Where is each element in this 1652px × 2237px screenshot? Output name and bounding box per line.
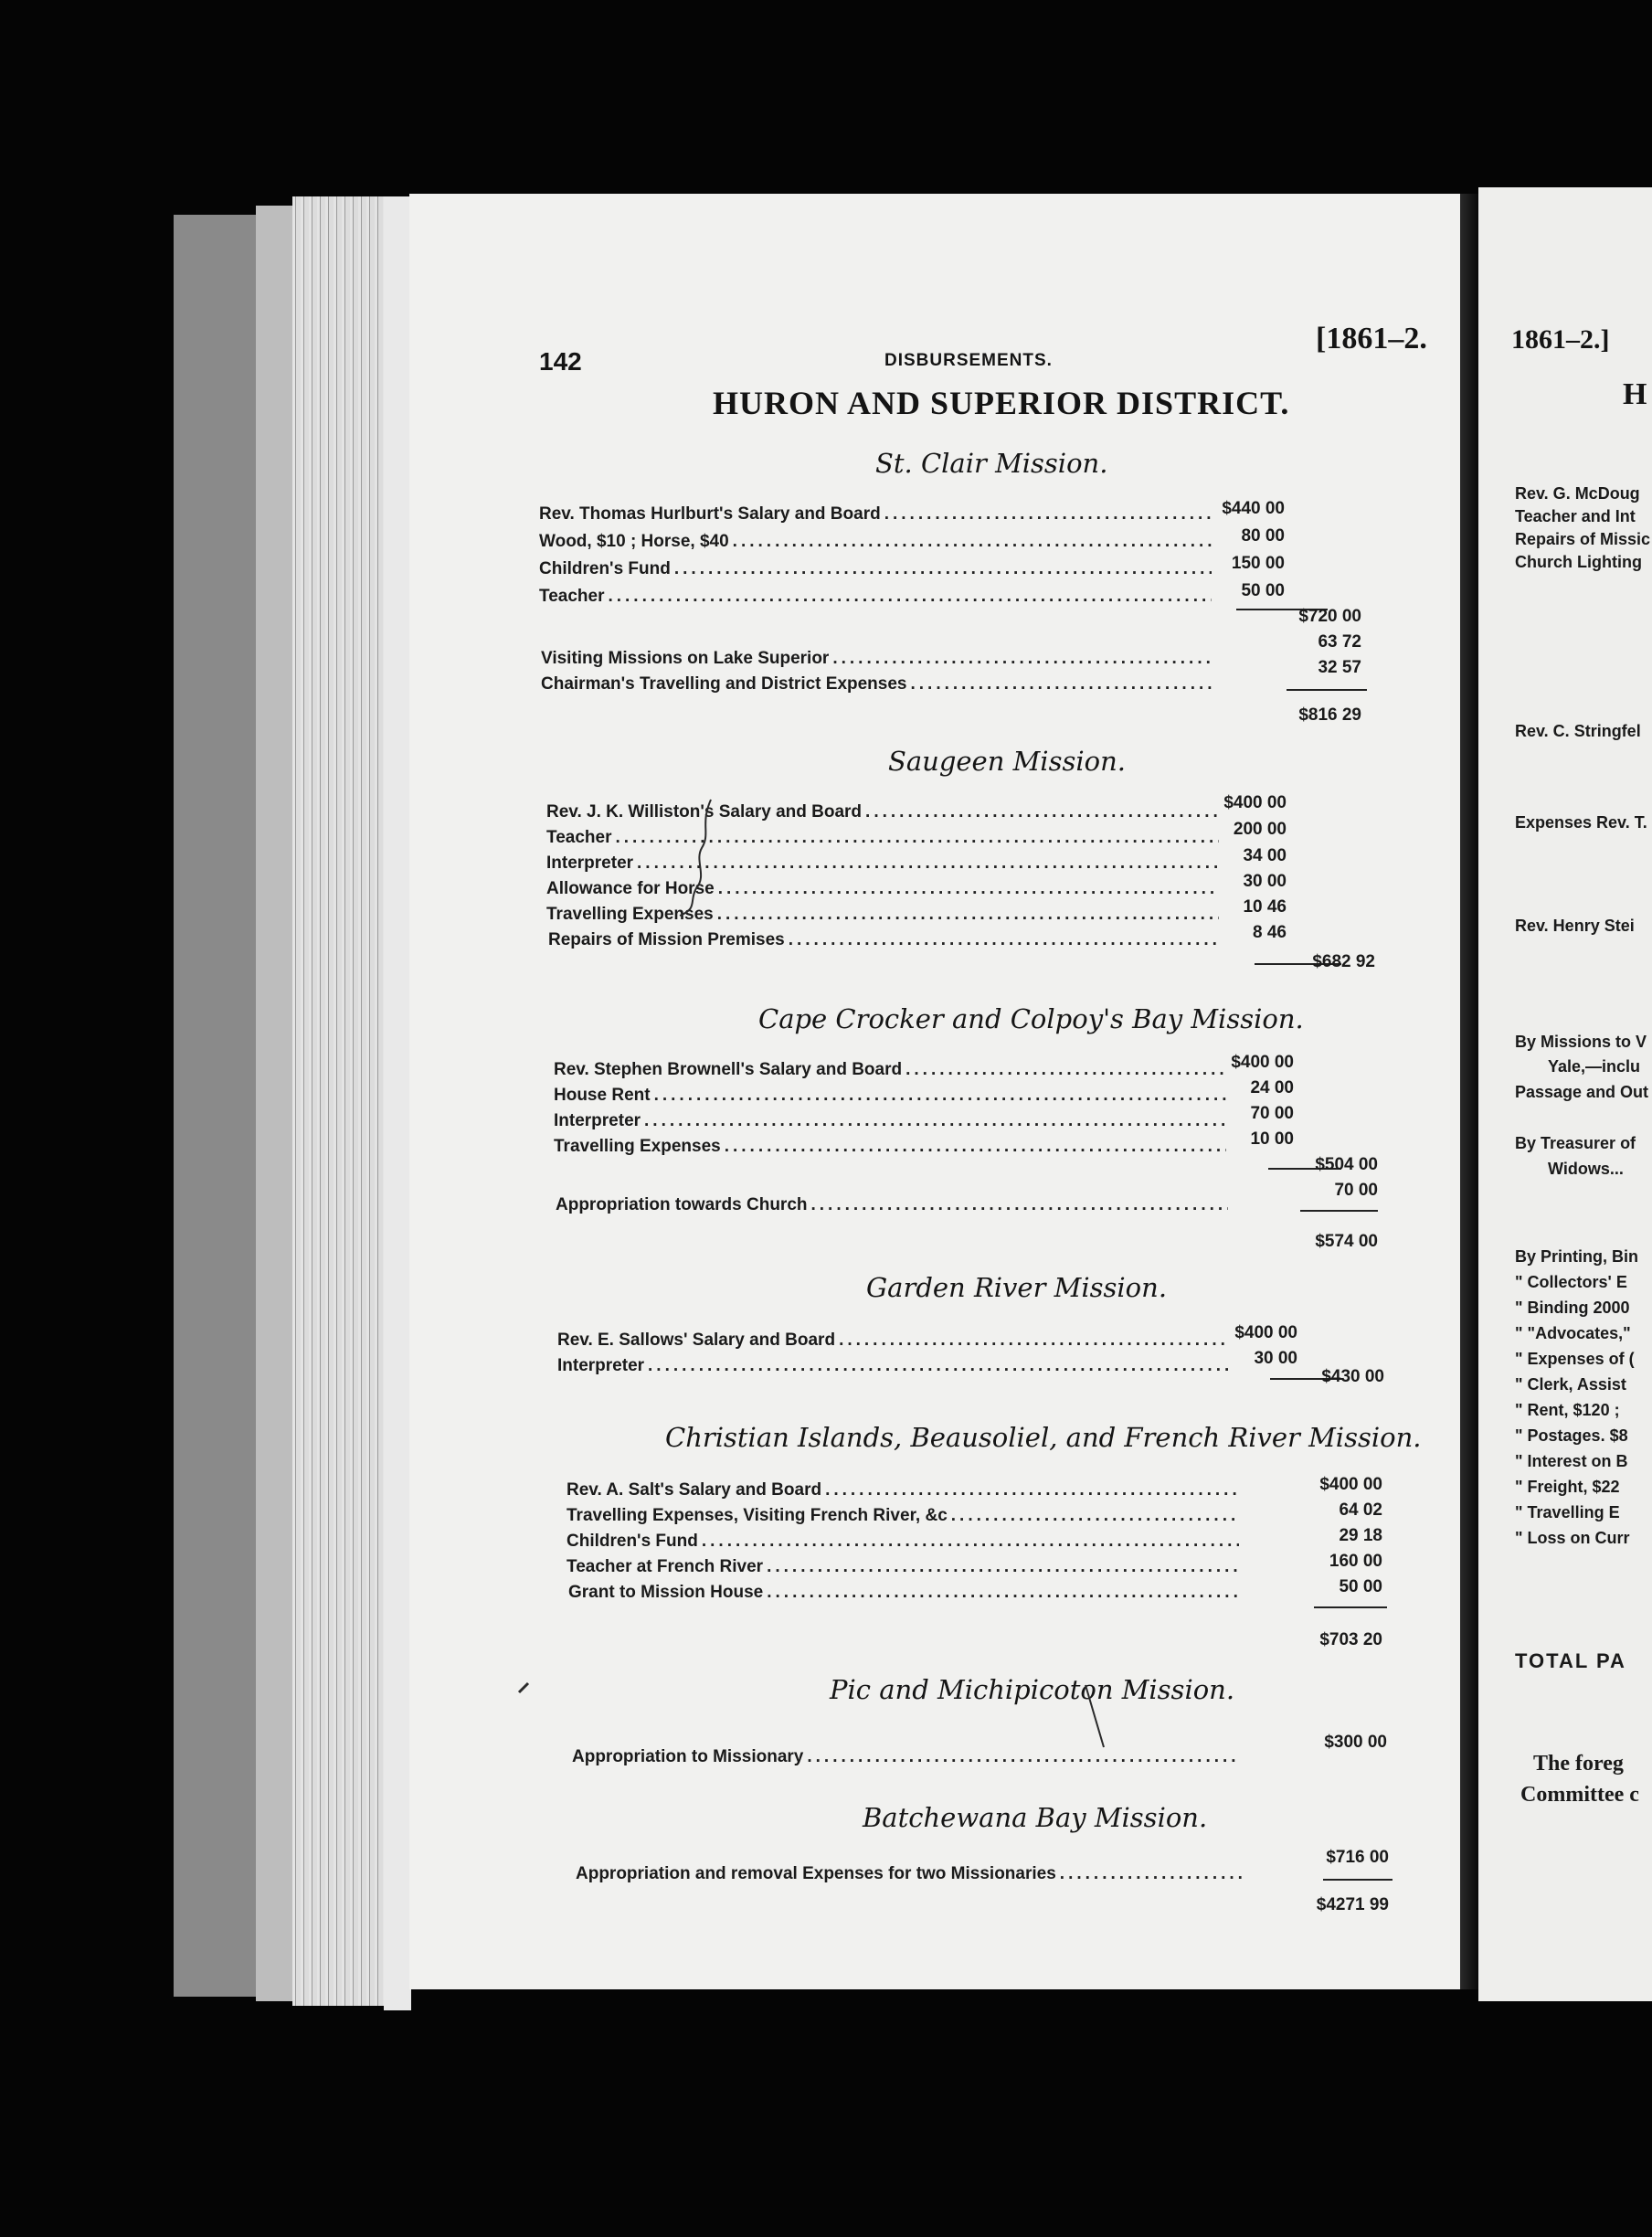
- list-item: Children's Fund .....: [539, 559, 1215, 585]
- list-item: Interpreter .....: [557, 1356, 1234, 1382]
- year-label-right: 1861–2.]: [1511, 324, 1610, 355]
- section-title-batchewana: Batchewana Bay Mission.: [863, 1802, 1208, 1833]
- book-stack-edge: [174, 215, 256, 1997]
- right-page-line: Committee c: [1520, 1783, 1639, 1807]
- section-title-garden-river: Garden River Mission.: [866, 1272, 1168, 1303]
- right-page-line: " Rent, $120 ;: [1515, 1401, 1620, 1419]
- amount: $400 00: [1223, 793, 1287, 812]
- amount: 10 46: [1243, 897, 1287, 917]
- right-page-line: By Treasurer of: [1515, 1134, 1636, 1152]
- amount: 34 00: [1243, 846, 1287, 865]
- total: $816 29: [1298, 705, 1361, 725]
- amount: 63 72: [1318, 632, 1361, 652]
- right-page-line: " Clerk, Assist: [1515, 1375, 1626, 1394]
- list-item: Appropriation to Missionary .....: [572, 1747, 1244, 1773]
- amount: 70 00: [1334, 1181, 1378, 1200]
- list-item: Travelling Expenses .....: [554, 1137, 1230, 1162]
- list-item: Allowance for Horse .....: [546, 879, 1223, 905]
- list-item: Teacher .....: [539, 587, 1215, 612]
- right-page-line: Rev. G. McDoug: [1515, 484, 1640, 503]
- list-item: Rev. J. K. Williston's Salary and Board .....: [546, 802, 1223, 828]
- section-title-pic: Pic and Michipicoton Mission.: [830, 1674, 1235, 1705]
- amount: 64 02: [1339, 1500, 1382, 1520]
- page-number: 142: [539, 347, 582, 376]
- left-page: [409, 194, 1460, 1989]
- amount: $300 00: [1324, 1733, 1387, 1752]
- list-item: Grant to Mission House .....: [568, 1583, 1244, 1608]
- right-page-line: Expenses Rev. T.: [1515, 813, 1647, 832]
- total: $430 00: [1321, 1367, 1384, 1386]
- list-item: Appropriation and removal Expenses for two Missionaries .....: [576, 1864, 1250, 1890]
- list-item: Repairs of Mission Premises .....: [548, 930, 1224, 956]
- total: $703 20: [1319, 1630, 1382, 1649]
- list-item: Teacher .....: [546, 828, 1223, 853]
- amount: $440 00: [1222, 499, 1285, 518]
- right-page-line: Widows...: [1548, 1160, 1624, 1178]
- amount: 30 00: [1243, 872, 1287, 891]
- list-item: Rev. A. Salt's Salary and Board .....: [567, 1480, 1243, 1506]
- list-item: Rev. Stephen Brownell's Salary and Board .....: [554, 1060, 1230, 1086]
- amount: 150 00: [1231, 554, 1285, 573]
- amount: 29 18: [1339, 1526, 1382, 1545]
- right-page-line: Passage and Out: [1515, 1083, 1649, 1101]
- amount: $400 00: [1231, 1053, 1294, 1072]
- amount: 160 00: [1329, 1552, 1382, 1571]
- right-page-line: " Postages. $8: [1515, 1426, 1628, 1445]
- right-page-line: Teacher and Int: [1515, 507, 1636, 525]
- list-item: Chairman's Travelling and District Expenses .....: [541, 674, 1217, 700]
- list-item: Visiting Missions on Lake Superior .....: [541, 649, 1217, 674]
- amount: 8 46: [1253, 923, 1287, 942]
- right-page-total-label: TOTAL PA: [1515, 1649, 1626, 1672]
- amount: 50 00: [1339, 1577, 1382, 1596]
- right-page-line: By Missions to V: [1515, 1033, 1647, 1051]
- right-page-line: By Printing, Bin: [1515, 1247, 1638, 1266]
- list-item: Rev. Thomas Hurlburt's Salary and Board .....: [539, 504, 1215, 530]
- right-page: [1478, 187, 1652, 2001]
- list-item: Travelling Expenses, Visiting French River, &c .....: [567, 1506, 1243, 1532]
- amount: 10 00: [1250, 1129, 1294, 1149]
- district-title-partial: H: [1623, 377, 1647, 411]
- list-item: Teacher at French River .....: [567, 1557, 1243, 1583]
- list-item: House Rent .....: [554, 1086, 1230, 1111]
- section-title-st-clair: St. Clair Mission.: [875, 448, 1108, 479]
- list-item: Travelling Expenses .....: [546, 905, 1223, 930]
- right-page-line: The foreg: [1533, 1752, 1624, 1776]
- running-title: DISBURSEMENTS.: [884, 351, 1053, 370]
- right-page-line: " Travelling E: [1515, 1503, 1620, 1521]
- subtotal: $720 00: [1298, 607, 1361, 626]
- district-title: HURON AND SUPERIOR DISTRICT.: [713, 385, 1290, 421]
- right-page-line: Rev. C. Stringfel: [1515, 722, 1641, 740]
- amount: 70 00: [1250, 1104, 1294, 1123]
- total: $682 92: [1312, 952, 1375, 971]
- list-item: Interpreter .....: [554, 1111, 1230, 1137]
- list-item: Wood, $10 ; Horse, $40 .....: [539, 532, 1215, 557]
- right-page-line: " Loss on Curr: [1515, 1529, 1630, 1547]
- section-title-christian-islands: Christian Islands, Beausoliel, and French River Mission.: [665, 1422, 1422, 1453]
- amount: 200 00: [1233, 820, 1287, 839]
- right-page-line: " Expenses of (: [1515, 1350, 1635, 1368]
- subtotal: $504 00: [1315, 1155, 1378, 1174]
- right-page-line: " Interest on B: [1515, 1452, 1628, 1470]
- right-page-line: Repairs of Missic: [1515, 530, 1651, 548]
- amount: 24 00: [1250, 1078, 1294, 1097]
- pencil-marks: [409, 194, 1460, 1989]
- year-label: [1861–2.: [1316, 322, 1427, 355]
- amount: $400 00: [1319, 1475, 1382, 1494]
- page-edges: [292, 196, 384, 2006]
- section-title-saugeen: Saugeen Mission.: [888, 746, 1126, 777]
- right-page-line: " "Advocates,": [1515, 1324, 1631, 1342]
- amount: 50 00: [1241, 581, 1285, 600]
- grand-total: $4271 99: [1316, 1895, 1389, 1914]
- page-edges: [384, 196, 411, 2010]
- list-item: Interpreter .....: [546, 853, 1223, 879]
- right-page-line: " Freight, $22: [1515, 1478, 1620, 1496]
- right-page-line: Rev. Henry Stei: [1515, 917, 1635, 935]
- right-page-line: " Binding 2000: [1515, 1299, 1630, 1317]
- book-stack-edge: [256, 206, 292, 2001]
- amount: 30 00: [1254, 1349, 1297, 1368]
- amount: $716 00: [1326, 1848, 1389, 1867]
- amount: $400 00: [1234, 1323, 1297, 1342]
- section-title-cape-crocker: Cape Crocker and Colpoy's Bay Mission.: [758, 1003, 1304, 1034]
- list-item: Children's Fund .....: [567, 1532, 1243, 1557]
- right-page-line: Church Lighting: [1515, 553, 1642, 571]
- right-page-line: " Collectors' E: [1515, 1273, 1627, 1291]
- amount: 32 57: [1318, 658, 1361, 677]
- list-item: Rev. E. Sallows' Salary and Board .....: [557, 1331, 1234, 1356]
- list-item: Appropriation towards Church .....: [556, 1195, 1232, 1221]
- right-page-line: Yale,—inclu: [1548, 1057, 1641, 1076]
- book-gutter: [1460, 194, 1478, 1989]
- total: $574 00: [1315, 1232, 1378, 1251]
- amount: 80 00: [1241, 526, 1285, 546]
